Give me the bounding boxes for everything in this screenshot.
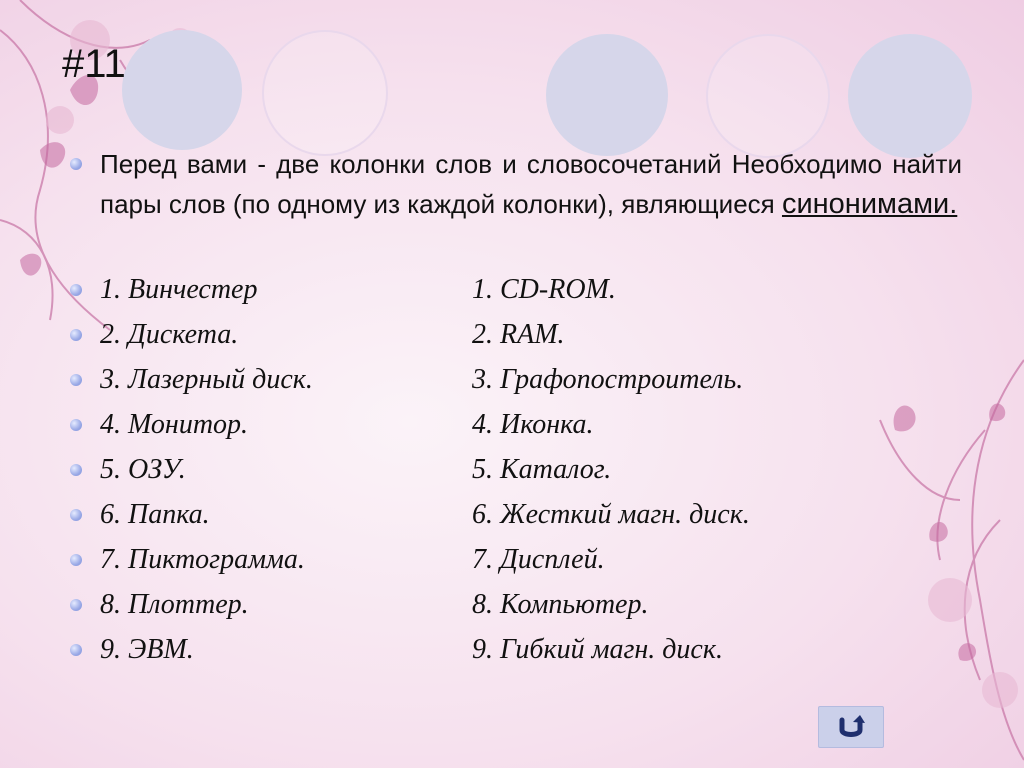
left-column-term: 4. Монитор. xyxy=(100,409,249,440)
left-column-term: 8. Плоттер. xyxy=(100,589,249,620)
word-pair-row xyxy=(100,589,900,629)
bullet-icon xyxy=(70,599,82,611)
bullet-icon xyxy=(70,644,82,656)
right-column-term: 3. Графопостроитель. xyxy=(472,364,744,395)
bullet-icon xyxy=(70,464,82,476)
right-column-term: 9. Гибкий магн. диск. xyxy=(472,634,723,665)
word-pair-row xyxy=(100,364,900,404)
right-column-term: 1. CD-ROM. xyxy=(472,274,616,305)
intro-paragraph xyxy=(100,144,962,224)
right-column-term: 4. Иконка. xyxy=(472,409,594,440)
bullet-icon xyxy=(70,329,82,341)
word-pair-row xyxy=(100,499,900,539)
right-column-term: 6. Жесткий магн. диск. xyxy=(472,499,750,530)
word-pair-row xyxy=(100,319,900,359)
bullet-icon xyxy=(70,419,82,431)
left-column-term: 7. Пиктограмма. xyxy=(100,544,305,575)
bullet-icon xyxy=(70,554,82,566)
bullet-icon xyxy=(70,284,82,296)
right-column-term: 7. Дисплей. xyxy=(472,544,605,575)
right-column-term: 8. Компьютер. xyxy=(472,589,649,620)
decor-circle xyxy=(706,34,830,158)
return-arrow-icon xyxy=(837,714,865,740)
bullet-icon xyxy=(70,158,82,170)
decor-circle xyxy=(546,34,668,156)
bullet-icon xyxy=(70,374,82,386)
word-pair-row xyxy=(100,409,900,449)
word-pair-row xyxy=(100,274,900,314)
left-column-term: 1. Винчестер xyxy=(100,274,258,305)
bullet-icon xyxy=(70,509,82,521)
return-button[interactable] xyxy=(818,706,884,748)
word-pair-row xyxy=(100,544,900,584)
decor-circle xyxy=(122,30,242,150)
slide-title: #11 xyxy=(62,42,126,86)
intro-emphasis: синонимами. xyxy=(781,188,958,220)
decor-circle xyxy=(848,34,972,158)
left-column-term: 6. Папка. xyxy=(100,499,210,530)
left-column-term: 5. ОЗУ. xyxy=(100,454,186,485)
right-column-term: 2. RAM. xyxy=(472,319,565,350)
word-pair-row xyxy=(100,634,900,674)
intro-text: Перед вами - две колонки слов и словосочетаний Необходимо найти пары слов (по одному из каждой колонки), являющиеся xyxy=(100,149,962,219)
decor-circle xyxy=(262,30,388,156)
left-column-term: 9. ЭВМ. xyxy=(100,634,194,665)
word-pair-row xyxy=(100,454,900,494)
left-column-term: 3. Лазерный диск. xyxy=(100,364,313,395)
right-column-term: 5. Каталог. xyxy=(472,454,612,485)
left-column-term: 2. Дискета. xyxy=(100,319,239,350)
